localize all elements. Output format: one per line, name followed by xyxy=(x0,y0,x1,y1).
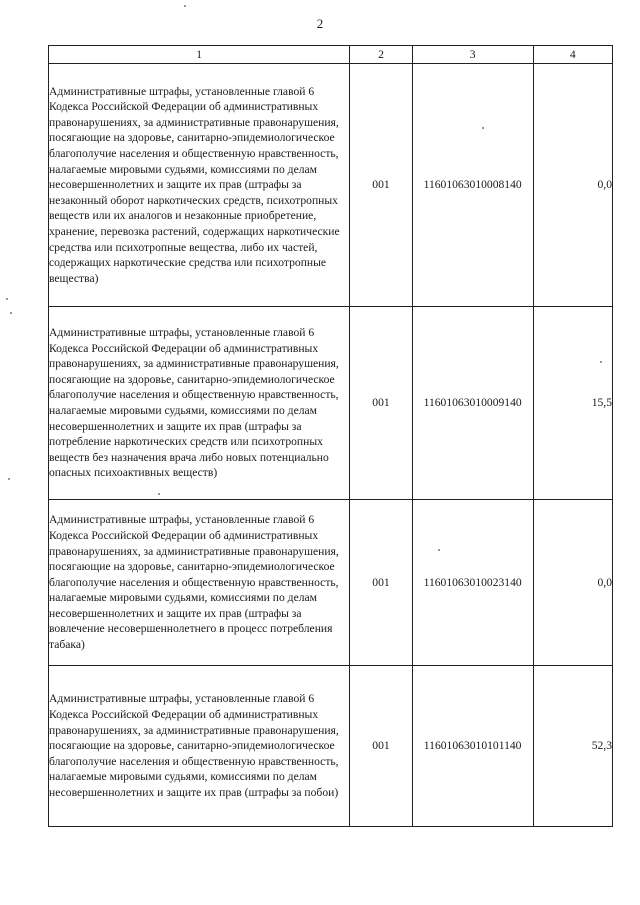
table-row xyxy=(49,307,613,500)
row-kbk: 11601063010101140 xyxy=(412,666,533,827)
scan-speck xyxy=(482,127,484,129)
header-col-2: 2 xyxy=(350,46,413,64)
row-description: Административные штрафы, установленные главой 6 Кодекса Российской Федерации об административных правонарушениях, за административные правонарушения, посягающие на здоровье, санитарно-эпидемиологическое благополучие населения и общественную нравственность, налагаемые мировыми судьями, комиссиями по делам несовершеннолетних и защите их прав (штрафы за побои) xyxy=(49,666,350,827)
row-kbk: 11601063010023140 xyxy=(412,500,533,666)
scan-speck xyxy=(10,312,12,314)
row-code: 001 xyxy=(350,64,413,307)
table-row xyxy=(49,500,613,666)
page-number: 2 xyxy=(316,16,324,31)
scan-speck xyxy=(8,478,10,480)
revenue-table xyxy=(48,45,613,827)
row-description: Административные штрафы, установленные главой 6 Кодекса Российской Федерации об административных правонарушениях, за административные правонарушения, посягающие на здоровье, санитарно-эпидемиологическое благополучие населения и общественную нравственность, налагаемые мировыми судьями, комиссиями по делам несовершеннолетних и защите их прав (штрафы за вовлечение несовершеннолетнего в процесс потребления табака) xyxy=(49,500,350,666)
table-row xyxy=(49,64,613,307)
row-kbk: 11601063010008140 xyxy=(412,64,533,307)
row-amount: 15,5 xyxy=(533,307,612,500)
row-code: 001 xyxy=(350,666,413,827)
scan-speck xyxy=(184,5,186,7)
scan-speck xyxy=(600,361,602,363)
scan-speck xyxy=(6,298,8,300)
scan-speck xyxy=(438,549,440,551)
header-col-4: 4 xyxy=(533,46,612,64)
scan-speck xyxy=(158,493,160,495)
row-kbk: 11601063010009140 xyxy=(412,307,533,500)
row-code: 001 xyxy=(350,500,413,666)
row-amount: 0,0 xyxy=(533,500,612,666)
row-description: Административные штрафы, установленные главой 6 Кодекса Российской Федерации об административных правонарушениях, за административные правонарушения, посягающие на здоровье, санитарно-эпидемиологическое благополучие населения и общественную нравственность, налагаемые мировыми судьями, комиссиями по делам несовершеннолетних и защите их прав (штрафы за незаконный оборот наркотических средств, психотропных веществ или их аналогов и незаконные приобретение, хранение, перевозка растений, содержащих наркотические средства или психотропные вещества, либо их частей, содержащих наркотические средства или психотропные вещества) xyxy=(49,64,350,307)
header-col-1: 1 xyxy=(49,46,350,64)
row-code: 001 xyxy=(350,307,413,500)
row-description: Административные штрафы, установленные главой 6 Кодекса Российской Федерации об административных правонарушениях, за административные правонарушения, посягающие на здоровье, санитарно-эпидемиологическое благополучие населения и общественную нравственность, налагаемые мировыми судьями, комиссиями по делам несовершеннолетних и защите их прав (штрафы за потребление наркотических средств или психотропных веществ без назначения врача либо новых потенциально опасных психоактивных веществ) xyxy=(49,307,350,500)
table-row xyxy=(49,666,613,827)
header-col-3: 3 xyxy=(412,46,533,64)
row-amount: 52,3 xyxy=(533,666,612,827)
table-header-row xyxy=(49,46,613,64)
row-amount: 0,0 xyxy=(533,64,612,307)
